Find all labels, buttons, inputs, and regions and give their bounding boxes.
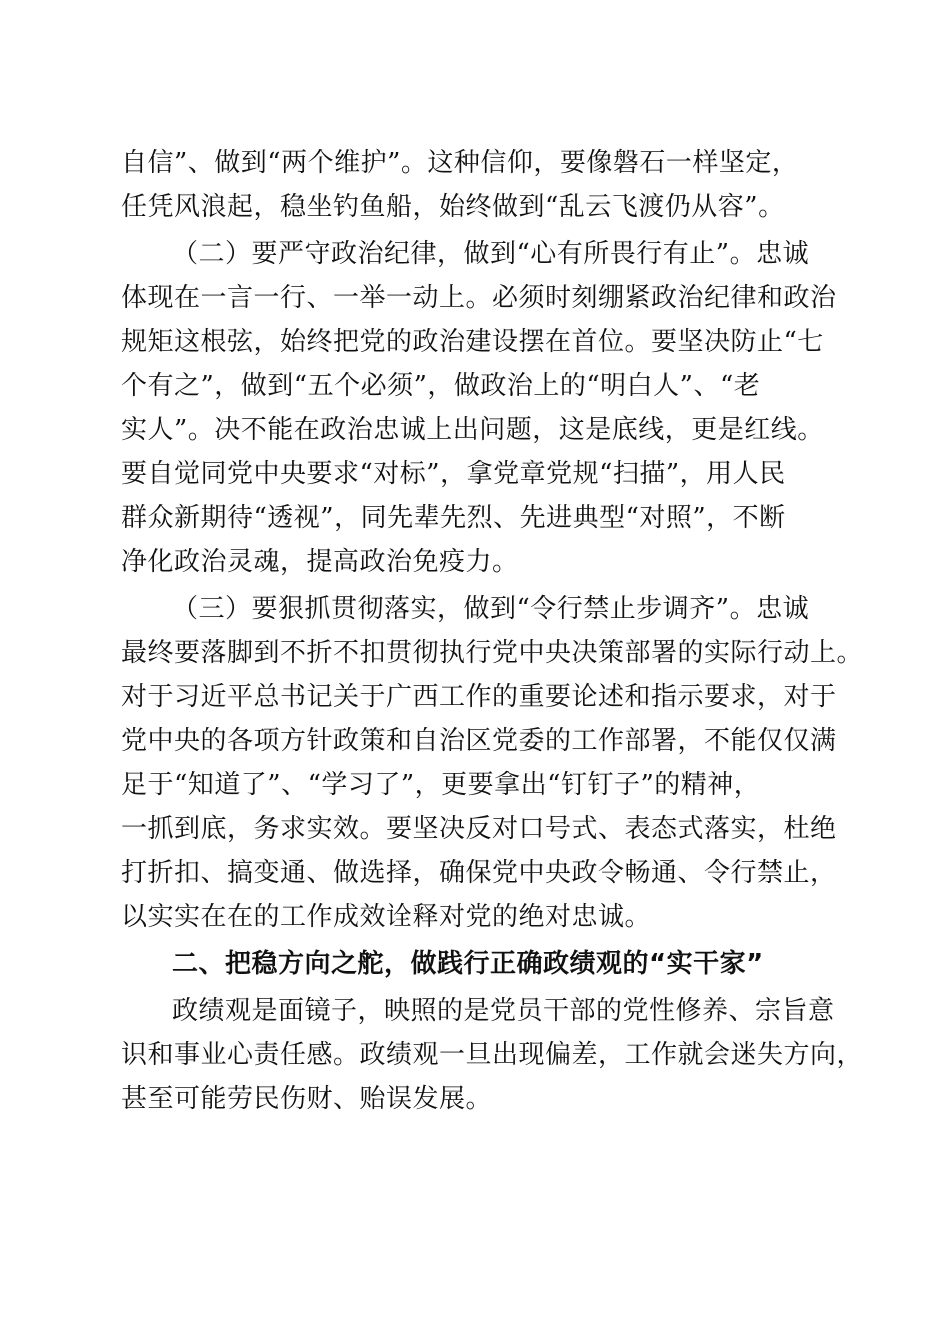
text-line: 一抓到底，务求实效。要坚决反对口号式、表态式落实，杜绝 xyxy=(121,814,837,844)
chapter-heading: 二、把稳方向之舵，做践行正确政绩观的“实干家” xyxy=(172,949,764,979)
text-line: 净化政治灵魂，提高政治免疫力。 xyxy=(121,547,519,577)
text-line: 甚至可能劳民伤财、贻误发展。 xyxy=(121,1084,493,1114)
text-line: 任凭风浪起，稳坐钓鱼船，始终做到“乱云飞渡仍从容”。 xyxy=(121,192,785,222)
section-heading-three: （三）要狠抓贯彻落实，做到“令行禁止步调齐”。忠诚 xyxy=(172,594,810,624)
text-line: 体现在一言一行、一举一动上。必须时刻绷紧政治纪律和政治 xyxy=(121,283,837,313)
text-line: 以实实在在的工作成效诠释对党的绝对忠诚。 xyxy=(121,902,652,932)
text-line: 群众新期待“透视”，同先辈先烈、先进典型“对照”，不断 xyxy=(121,503,786,533)
text-line: 对于习近平总书记关于广西工作的重要论述和指示要求，对于 xyxy=(121,682,837,712)
text-line: 政绩观是面镜子，映照的是党员干部的党性修养、宗旨意 xyxy=(172,996,835,1026)
text-line: 实人”。决不能在政治忠诚上出问题，这是底线，更是红线。 xyxy=(121,415,824,445)
text-line: 规矩这根弦，始终把党的政治建设摆在首位。要坚决防止“七 xyxy=(121,327,824,357)
text-line: 要自觉同党中央要求“对标”，拿党章党规“扫描”，用人民 xyxy=(121,459,786,489)
text-line: 打折扣、搞变通、做选择，确保党中央政令畅通、令行禁止， xyxy=(121,858,837,888)
text-line: 自信”、做到“两个维护”。这种信仰，要像磐石一样坚定， xyxy=(121,148,799,178)
section-heading-two: （二）要严守政治纪律，做到“心有所畏行有止”。忠诚 xyxy=(172,239,810,269)
text-line: 识和事业心责任感。政绩观一旦出现偏差，工作就会迷失方向， xyxy=(121,1040,864,1070)
text-line: 党中央的各项方针政策和自治区党委的工作部署，不能仅仅满 xyxy=(121,726,837,756)
text-line: 足于“知道了”、“学习了”，更要拿出“钉钉子”的精神， xyxy=(121,770,761,800)
text-line: 最终要落脚到不折不扣贯彻执行党中央决策部署的实际行动上。 xyxy=(121,638,864,668)
text-line: 个有之”，做到“五个必须”，做政治上的“明白人”、“老 xyxy=(121,371,761,401)
